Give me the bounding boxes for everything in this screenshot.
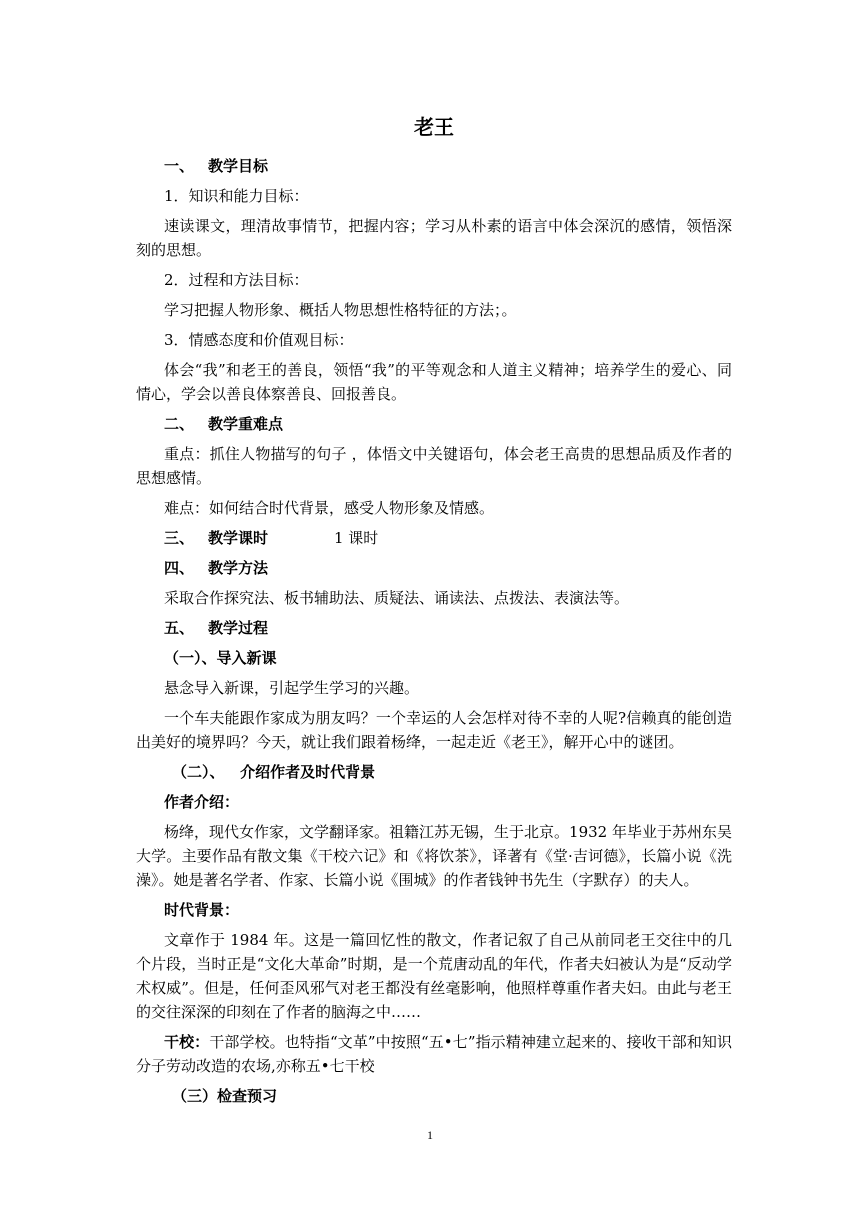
ganxiao-definition: 干部学校。也特指“文革”中按照“五•七”指示精神建立起来的、接收干部和知识分子劳动改造的农场,亦称五•七干校 [136,1033,732,1075]
ganxiao-paragraph [136,1030,732,1078]
section-number: 二、 [164,415,195,433]
focus-text: 重点：抓住人物描写的句子 ，体悟文中关键语句，体会老王高贵的思想品质及作者的思想感情。 [136,445,732,487]
goal-1-text: 速读课文，理清故事情节，把握内容；学习从朴素的语言中体会深沉的感情，领悟深刻的思想。 [136,217,732,259]
section-number: 四、 [164,559,195,577]
goal-1-label: 1．知识和能力目标： [164,187,309,205]
intro-text-2: 一个车夫能跟作家成为朋友吗？一个幸运的人会怎样对待不幸的人呢?信赖真的能创造出美好的境界吗？今天，就让我们跟着杨绛，一起走近《老王》，解开心中的谜团。 [136,709,732,751]
subsection-author-heading: （二）、 介绍作者及时代背景 [172,763,376,781]
author-intro-heading: 作者介绍： [164,793,240,811]
difficulty-text: 难点：如何结合时代背景，感受人物形象及情感。 [164,499,495,517]
background-text: 文章作于 1984 年。这是一篇回忆性的散文，作者记叙了自己从前同老王交往中的几个片段，当时正是“文化大革命”时期，是一个荒唐动乱的年代，作者夫妇被认为是“反动学术权威”。但是，任何歪风邪气对老王都没有丝毫影响，他照样尊重作者夫妇。由此与老王的交往深深的印刻在了作者的脑海之中…… [136,931,732,1021]
section-title: 教学课时 [208,529,269,547]
goal-2-label: 2．过程和方法目标： [164,271,309,289]
page-number: 1 [427,1128,433,1142]
author-intro-text: 杨绛，现代女作家，文学翻译家。祖籍江苏无锡，生于北京。1932 年毕业于苏州东吴大学。主要作品有散文集《干校六记》和《将饮茶》，译著有《堂·吉诃德》，长篇小说《洗澡》。她是著名学者、作家、长篇小说《围城》的作者钱钟书先生（字默存）的夫人。 [136,823,732,889]
ganxiao-term: 干校： [164,1033,210,1051]
section-number: 五、 [164,619,195,637]
section-heading-methods [164,556,732,580]
section-title: 教学重难点 [208,415,284,433]
subsection-preview-heading: （三）检查预习 [172,1087,278,1105]
section-title: 教学过程 [208,619,269,637]
goal-3-text: 体会“我”和老王的善良，领悟“我”的平等观念和人道主义精神；培养学生的爱心、同情心，学会以善良体察善良、回报善良。 [136,361,732,403]
goal-3-label: 3．情感态度和价值观目标： [164,331,354,349]
section-heading-keypoints [164,412,732,436]
document-title: 老王 [414,115,454,139]
section-title: 教学方法 [208,559,269,577]
goal-2-text: 学习把握人物形象、概括人物思想性格特征的方法；。 [164,301,517,319]
background-heading: 时代背景： [164,901,240,919]
intro-text-1: 悬念导入新课，引起学生学习的兴趣。 [164,679,420,697]
section-number: 三、 [164,529,195,547]
class-hours-value: 1 课时 [334,529,379,547]
section-heading-goals [164,154,732,178]
methods-text: 采取合作探究法、板书辅助法、质疑法、诵读法、点拨法、表演法等。 [164,589,630,607]
section-title: 教学目标 [208,157,269,175]
section-heading-hours [164,526,732,550]
section-heading-process [164,616,732,640]
section-number: 一、 [164,157,195,175]
subsection-intro-heading: （一）、导入新课 [164,649,277,667]
